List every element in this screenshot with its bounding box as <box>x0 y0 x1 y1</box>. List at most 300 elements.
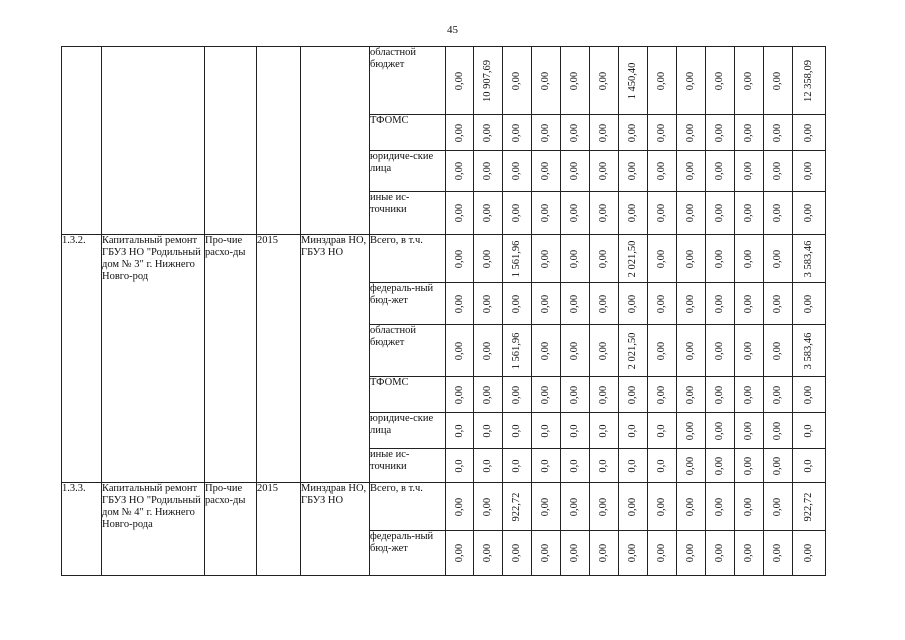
value-cell <box>706 115 735 151</box>
value-text: 2 021,50 <box>627 332 638 369</box>
value-cell <box>735 283 764 325</box>
value-text: 0,0 <box>656 458 667 473</box>
value-cell <box>735 325 764 377</box>
value-text: 0,00 <box>714 249 725 268</box>
value-text: 0,00 <box>714 456 725 475</box>
value-cell <box>764 449 793 483</box>
value-text: 0,0 <box>598 423 609 438</box>
measure-name: Капитальный ремонт ГБУЗ НО "Родильный дом № 3" г. Нижнего Новго-род <box>102 235 205 483</box>
value-cell <box>735 449 764 483</box>
value-text: 0,00 <box>656 249 667 268</box>
value-text: 0,00 <box>685 543 696 563</box>
value-cell <box>735 413 764 449</box>
value-cell <box>677 325 706 377</box>
value-text: 0,00 <box>569 294 580 313</box>
value-text: 0,00 <box>627 385 638 404</box>
value-cell <box>648 235 677 283</box>
value-cell <box>735 377 764 413</box>
value-text: 0,00 <box>685 421 696 440</box>
value-text: 0,00 <box>482 543 493 563</box>
value-text: 0,00 <box>598 543 609 563</box>
value-cell <box>648 377 677 413</box>
value-cell <box>735 235 764 283</box>
value-text: 0,0 <box>511 423 522 438</box>
value-cell <box>503 151 532 192</box>
value-text: 0,00 <box>772 123 783 142</box>
value-text: 0,00 <box>743 497 754 516</box>
value-text: 0,00 <box>453 543 465 563</box>
value-cell <box>619 115 648 151</box>
value-text: 0,00 <box>569 385 580 404</box>
value-text: 0,00 <box>772 497 783 516</box>
value-text: 0,0 <box>482 458 493 473</box>
value-cell <box>561 377 590 413</box>
value-text: 0,00 <box>540 71 551 90</box>
value-cell <box>503 283 532 325</box>
value-cell <box>677 483 706 531</box>
value-cell <box>764 531 793 576</box>
value-cell <box>446 283 474 325</box>
value-text: 0,00 <box>743 123 754 142</box>
budget-table <box>61 46 826 576</box>
value-text: 0,00 <box>482 341 493 360</box>
value-text: 0,00 <box>743 71 754 90</box>
value-text: 0,00 <box>656 161 667 181</box>
value-text: 0,00 <box>511 123 522 142</box>
value-text: 0,00 <box>743 161 754 181</box>
value-text: 0,00 <box>482 294 493 313</box>
value-cell <box>735 483 764 531</box>
value-cell <box>764 47 793 115</box>
value-cell <box>764 283 793 325</box>
value-cell <box>474 192 503 235</box>
value-cell <box>706 283 735 325</box>
value-text: 0,0 <box>627 458 638 473</box>
value-cell <box>793 449 826 483</box>
value-cell <box>677 151 706 192</box>
value-cell <box>446 325 474 377</box>
period-year: 2015 <box>257 483 301 576</box>
value-cell <box>764 151 793 192</box>
table-row <box>62 47 826 115</box>
funding-source: Всего, в т.ч. <box>370 235 446 283</box>
funding-source: Всего, в т.ч. <box>370 483 446 531</box>
value-cell <box>474 531 503 576</box>
value-cell <box>561 413 590 449</box>
value-text: 0,00 <box>772 385 783 404</box>
value-cell <box>446 449 474 483</box>
value-text: 0,00 <box>598 123 609 142</box>
value-cell <box>764 483 793 531</box>
value-text: 0,0 <box>803 423 814 438</box>
expense-type <box>205 47 257 235</box>
value-text: 12 358,09 <box>803 59 814 102</box>
value-text: 0,00 <box>685 203 696 223</box>
value-text: 0,00 <box>772 543 783 563</box>
value-text: 0,00 <box>569 123 580 142</box>
value-text: 0,00 <box>743 456 754 475</box>
funding-source: федераль-ный бюд-жет <box>370 531 446 576</box>
value-text: 0,00 <box>743 203 754 223</box>
value-text: 0,00 <box>627 543 638 563</box>
value-text: 0,00 <box>803 161 814 181</box>
value-cell <box>532 449 561 483</box>
funding-source: ТФОМС <box>370 377 446 413</box>
value-text: 0,00 <box>511 203 522 223</box>
value-cell <box>706 413 735 449</box>
value-cell <box>677 449 706 483</box>
table-row <box>62 483 826 531</box>
value-cell <box>590 115 619 151</box>
value-cell <box>648 483 677 531</box>
value-cell <box>561 283 590 325</box>
value-cell <box>619 413 648 449</box>
value-cell <box>474 413 503 449</box>
measure-name: Капитальный ремонт ГБУЗ НО "Родильный дом № 4" г. Нижнего Новго-рода <box>102 483 205 576</box>
value-cell <box>735 151 764 192</box>
value-cell <box>474 325 503 377</box>
funding-source: ТФОМС <box>370 115 446 151</box>
value-text: 922,72 <box>803 492 814 521</box>
value-text: 0,0 <box>569 458 580 473</box>
value-cell <box>677 413 706 449</box>
value-text: 0,00 <box>685 385 696 404</box>
value-cell <box>561 449 590 483</box>
value-cell <box>735 115 764 151</box>
value-cell <box>446 192 474 235</box>
value-cell <box>735 47 764 115</box>
value-text: 0,00 <box>569 543 580 563</box>
value-cell <box>561 235 590 283</box>
value-cell <box>764 377 793 413</box>
value-cell <box>503 192 532 235</box>
value-text: 0,00 <box>453 249 465 268</box>
value-cell <box>561 115 590 151</box>
funding-source: федераль-ный бюд-жет <box>370 283 446 325</box>
value-cell <box>590 483 619 531</box>
value-cell <box>793 235 826 283</box>
value-cell <box>793 325 826 377</box>
value-cell <box>446 377 474 413</box>
value-text: 0,0 <box>598 458 609 473</box>
value-cell <box>619 377 648 413</box>
value-cell <box>446 115 474 151</box>
value-cell <box>619 325 648 377</box>
value-text: 0,00 <box>540 294 551 313</box>
funding-source: областной бюджет <box>370 325 446 377</box>
value-text: 0,00 <box>714 203 725 223</box>
value-cell <box>532 377 561 413</box>
value-text: 0,00 <box>685 161 696 181</box>
value-cell <box>706 47 735 115</box>
value-cell <box>648 283 677 325</box>
value-cell <box>706 449 735 483</box>
expense-type: Про-чие расхо-ды <box>205 483 257 576</box>
value-text: 0,0 <box>453 423 465 438</box>
value-cell <box>561 151 590 192</box>
value-cell <box>706 531 735 576</box>
value-cell <box>764 413 793 449</box>
value-cell <box>619 449 648 483</box>
value-text: 0,00 <box>540 497 551 516</box>
value-cell <box>532 483 561 531</box>
value-text: 0,00 <box>627 123 638 142</box>
value-text: 0,00 <box>482 123 493 142</box>
value-cell <box>619 283 648 325</box>
value-text: 0,00 <box>540 203 551 223</box>
value-cell <box>532 531 561 576</box>
value-text: 0,00 <box>569 497 580 516</box>
value-cell <box>532 192 561 235</box>
value-text: 0,00 <box>714 543 725 563</box>
value-text: 1 561,96 <box>511 240 522 277</box>
value-cell <box>619 192 648 235</box>
value-cell <box>764 235 793 283</box>
value-cell <box>706 151 735 192</box>
executor: Минздрав НО, ГБУЗ НО <box>301 483 370 576</box>
value-cell <box>561 47 590 115</box>
value-cell <box>503 449 532 483</box>
value-cell <box>474 235 503 283</box>
value-text: 0,00 <box>540 341 551 360</box>
value-text: 0,00 <box>453 161 465 181</box>
value-text: 0,0 <box>627 423 638 438</box>
value-text: 0,00 <box>656 294 667 313</box>
value-text: 0,00 <box>714 123 725 142</box>
value-text: 0,00 <box>714 341 725 360</box>
value-text: 0,00 <box>772 249 783 268</box>
value-text: 0,00 <box>743 294 754 313</box>
value-text: 0,00 <box>453 385 465 404</box>
value-cell <box>532 151 561 192</box>
value-text: 0,00 <box>453 341 465 360</box>
value-text: 0,00 <box>569 71 580 90</box>
value-text: 0,00 <box>803 543 814 563</box>
value-cell <box>648 151 677 192</box>
value-text: 0,00 <box>569 341 580 360</box>
value-text: 0,00 <box>803 123 814 142</box>
value-cell <box>735 192 764 235</box>
value-text: 0,00 <box>511 543 522 563</box>
value-cell <box>503 413 532 449</box>
value-text: 0,00 <box>772 421 783 440</box>
executor <box>301 47 370 235</box>
value-cell <box>503 115 532 151</box>
value-cell <box>706 192 735 235</box>
value-text: 0,00 <box>511 385 522 404</box>
value-cell <box>446 151 474 192</box>
value-text: 0,00 <box>656 71 667 90</box>
value-cell <box>793 413 826 449</box>
value-cell <box>474 47 503 115</box>
value-cell <box>793 47 826 115</box>
value-text: 2 021,50 <box>627 240 638 277</box>
value-cell <box>474 483 503 531</box>
period-year <box>257 47 301 235</box>
value-text: 0,00 <box>627 294 638 313</box>
value-text: 0,00 <box>569 161 580 181</box>
value-text: 0,0 <box>482 423 493 438</box>
value-text: 0,0 <box>511 458 522 473</box>
value-text: 0,00 <box>569 249 580 268</box>
value-text: 0,00 <box>598 203 609 223</box>
value-text: 0,00 <box>685 456 696 475</box>
value-cell <box>764 192 793 235</box>
value-cell <box>793 531 826 576</box>
value-text: 0,00 <box>482 203 493 223</box>
value-cell <box>474 449 503 483</box>
value-cell <box>503 325 532 377</box>
value-cell <box>474 377 503 413</box>
value-cell <box>503 531 532 576</box>
value-text: 0,00 <box>598 294 609 313</box>
value-cell <box>706 235 735 283</box>
value-cell <box>590 377 619 413</box>
value-cell <box>793 151 826 192</box>
value-cell <box>532 47 561 115</box>
value-cell <box>446 413 474 449</box>
value-text: 0,00 <box>656 543 667 563</box>
value-text: 0,00 <box>772 161 783 181</box>
value-cell <box>793 192 826 235</box>
value-text: 0,00 <box>685 341 696 360</box>
value-cell <box>532 235 561 283</box>
value-text: 0,00 <box>598 161 609 181</box>
budget-table-body <box>62 47 826 576</box>
value-text: 1 561,96 <box>511 332 522 369</box>
value-cell <box>793 377 826 413</box>
funding-source: юридиче-ские лица <box>370 151 446 192</box>
value-text: 0,00 <box>598 385 609 404</box>
value-cell <box>590 413 619 449</box>
value-text: 0,00 <box>685 294 696 313</box>
value-text: 0,00 <box>743 543 754 563</box>
value-text: 0,00 <box>772 71 783 90</box>
value-text: 0,00 <box>685 123 696 142</box>
value-text: 0,00 <box>540 123 551 142</box>
value-text: 0,0 <box>453 458 465 473</box>
value-cell <box>532 325 561 377</box>
value-cell <box>619 531 648 576</box>
value-cell <box>446 483 474 531</box>
value-text: 0,0 <box>540 423 551 438</box>
value-text: 0,00 <box>743 341 754 360</box>
value-cell <box>561 192 590 235</box>
value-text: 0,00 <box>482 385 493 404</box>
value-text: 0,00 <box>482 249 493 268</box>
value-text: 0,00 <box>743 385 754 404</box>
value-text: 0,00 <box>803 203 814 223</box>
executor: Минздрав НО, ГБУЗ НО <box>301 235 370 483</box>
funding-source: областной бюджет <box>370 47 446 115</box>
value-cell <box>648 325 677 377</box>
value-cell <box>590 47 619 115</box>
value-cell <box>590 325 619 377</box>
value-text: 0,00 <box>482 161 493 181</box>
funding-source: юридиче-ские лица <box>370 413 446 449</box>
value-cell <box>446 531 474 576</box>
value-cell <box>706 325 735 377</box>
value-text: 0,00 <box>540 161 551 181</box>
value-cell <box>648 192 677 235</box>
value-cell <box>648 449 677 483</box>
value-cell <box>619 235 648 283</box>
value-cell <box>503 235 532 283</box>
value-text: 0,00 <box>714 294 725 313</box>
value-cell <box>590 531 619 576</box>
value-cell <box>677 47 706 115</box>
value-text: 0,00 <box>453 123 465 142</box>
expense-type: Про-чие расхо-ды <box>205 235 257 483</box>
value-cell <box>532 283 561 325</box>
value-text: 0,00 <box>656 203 667 223</box>
value-cell <box>590 449 619 483</box>
value-text: 0,00 <box>453 203 465 223</box>
value-cell <box>532 413 561 449</box>
value-cell <box>677 235 706 283</box>
value-cell <box>648 115 677 151</box>
value-cell <box>503 483 532 531</box>
value-text: 0,00 <box>685 497 696 516</box>
value-text: 0,0 <box>540 458 551 473</box>
value-cell <box>561 483 590 531</box>
value-cell <box>590 283 619 325</box>
value-text: 0,00 <box>598 341 609 360</box>
value-text: 0,00 <box>656 123 667 142</box>
value-cell <box>474 115 503 151</box>
value-text: 0,00 <box>656 341 667 360</box>
page-number: 45 <box>447 24 458 36</box>
value-text: 0,00 <box>685 71 696 90</box>
period-year: 2015 <box>257 235 301 483</box>
value-text: 0,00 <box>627 203 638 223</box>
funding-source: иные ис-точники <box>370 449 446 483</box>
value-text: 0,00 <box>540 543 551 563</box>
value-text: 0,00 <box>569 203 580 223</box>
value-text: 0,00 <box>598 497 609 516</box>
value-text: 0,00 <box>743 421 754 440</box>
value-text: 0,00 <box>540 249 551 268</box>
value-cell <box>619 483 648 531</box>
table-row <box>62 235 826 283</box>
value-text: 0,00 <box>714 161 725 181</box>
value-cell <box>677 531 706 576</box>
value-cell <box>619 151 648 192</box>
value-text: 0,00 <box>656 385 667 404</box>
value-cell <box>503 377 532 413</box>
value-text: 0,00 <box>627 161 638 181</box>
value-cell <box>648 47 677 115</box>
value-text: 1 450,40 <box>627 62 638 99</box>
value-cell <box>590 151 619 192</box>
value-cell <box>503 47 532 115</box>
value-text: 0,00 <box>627 497 638 516</box>
value-text: 922,72 <box>511 492 522 521</box>
value-cell <box>677 192 706 235</box>
value-text: 0,00 <box>511 161 522 181</box>
value-cell <box>561 531 590 576</box>
value-text: 0,00 <box>803 294 814 313</box>
value-text: 3 583,46 <box>803 332 814 369</box>
measure-code: 1.3.2. <box>62 235 102 483</box>
value-cell <box>532 115 561 151</box>
value-text: 0,00 <box>803 385 814 404</box>
measure-name <box>102 47 205 235</box>
value-text: 0,00 <box>511 71 522 90</box>
value-text: 0,0 <box>656 423 667 438</box>
value-cell <box>619 47 648 115</box>
value-text: 0,00 <box>685 249 696 268</box>
